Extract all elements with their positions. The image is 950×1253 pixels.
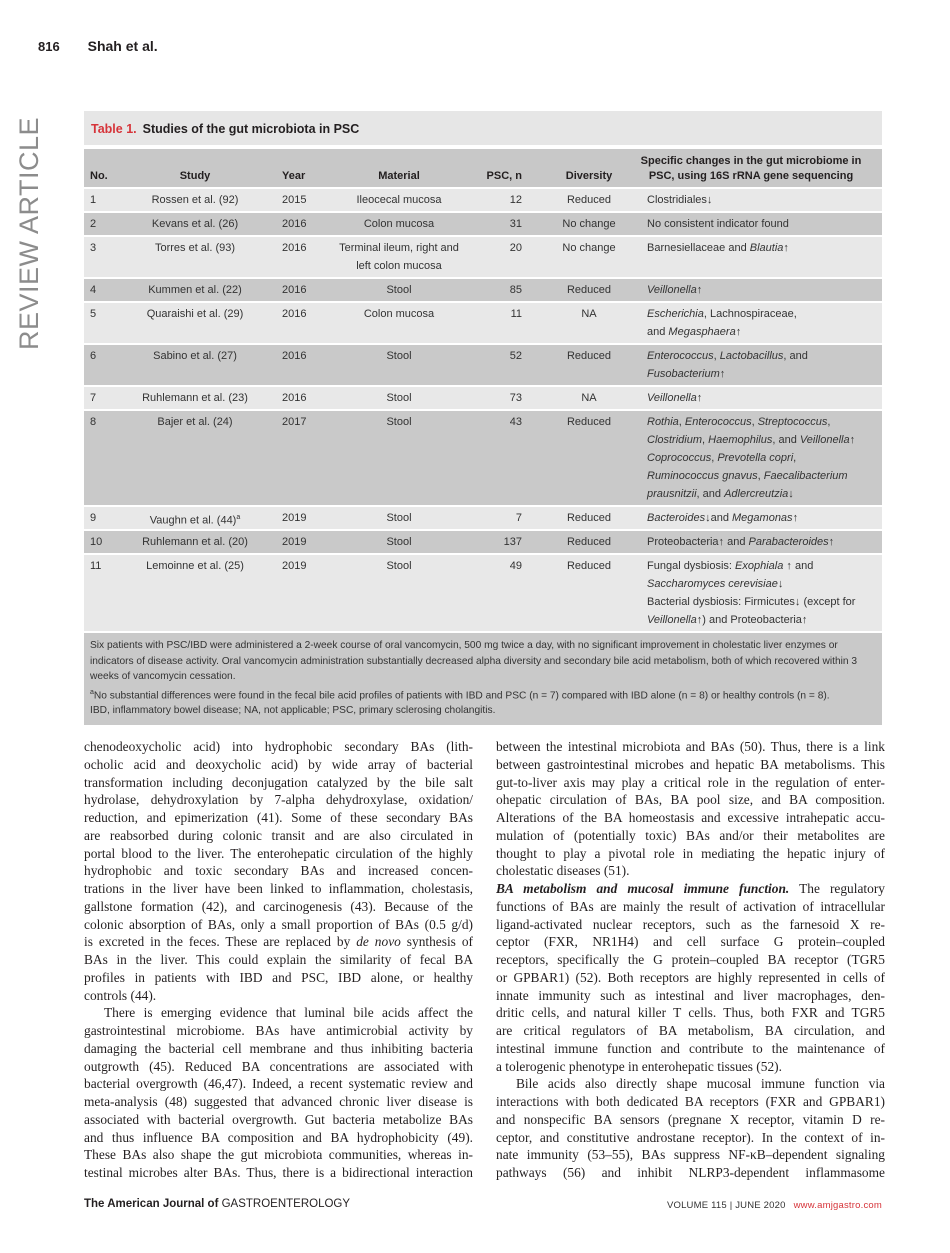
table-row [84, 345, 882, 387]
footnote-abbreviations: IBD, inflammatory bowel disease; NA, not applicable; PSC, primary sclerosing cholangitis. [90, 705, 496, 717]
footnote-marker: a [236, 514, 241, 521]
italic-term: Lactobacillus [719, 350, 784, 362]
cell-year: 2019 [282, 536, 307, 548]
body-text-line: hydrolase, dehydroxylation by 7-alpha dehydroxylase, oxidation/ [84, 792, 473, 808]
cell-study: Vaughn et al. $(44)^a$ [149, 514, 241, 527]
cell-material: Colon mucosa [363, 218, 435, 230]
body-text-line: receptors, specifically the G protein–coupled BA receptor (TGR5 [496, 952, 885, 967]
italic-term: Escherichia [647, 308, 704, 320]
italic-term: Streptococcus [757, 416, 828, 428]
table-header-row [84, 149, 882, 189]
italic-term: de novo [356, 934, 401, 950]
cell-psc-n: 73 [509, 392, 522, 404]
body-text-line: between the intestinal microbiota and BAs (50). Thus, there is a link [496, 739, 885, 754]
body-text-line: mulation of (potentially toxic) BAs and/or their metabolites are [496, 827, 885, 843]
body-text-line: gastrointestinal microbiome. BAs have antimicrobial activity by [84, 1023, 473, 1038]
header-changes-line: Specific changes in the gut microbiome in [640, 155, 862, 167]
body-text-line: and thus influence BA composition and BA hydrophobicity (49). [84, 1129, 473, 1145]
body-text-line: profiles in patients with IBD and PSC, IBD alone, or healthy [84, 969, 473, 985]
italic-term: Exophiala [735, 560, 784, 572]
running-authors: Shah et al. [87, 38, 158, 54]
cell-year: 2016 [282, 218, 307, 230]
subsection-heading: BA metabolism and mucosal immune function. [496, 881, 790, 896]
italic-term: Blautia [749, 242, 784, 254]
cell-no: 9 [90, 512, 97, 524]
italic-term: Adlercreutzia [724, 488, 789, 500]
body-text-line: hydrophobic and toxic secondary BAs and increased concen- [84, 863, 473, 879]
cell-diversity: Reduced [566, 194, 612, 206]
body-text-line: outgrowth (45). Reduced BA concentrations are associated with [84, 1058, 473, 1074]
italic-term: prausnitzii [647, 488, 697, 500]
cell-no: 3 [90, 242, 97, 254]
body-column-left [84, 738, 473, 1182]
issue-info: VOLUME 115 | JUNE 2020 [666, 1200, 786, 1211]
header-study: Study [179, 170, 211, 182]
journal-footer [84, 1198, 350, 1210]
cell-material: Stool [386, 416, 412, 428]
body-text-line: transformation including deconjugation catalyzed by the bile salt [84, 774, 473, 790]
cell-study: Ruhlemann et al. (20) [142, 536, 248, 548]
header-changes [624, 154, 878, 184]
italic-term: Coprococcus [647, 452, 712, 464]
body-text-line: pathways (56) and inhibit NLRP3-dependent inflammasome [496, 1165, 885, 1180]
body-text-line: intestinal immune function and contribute to the maintenance of [496, 1040, 885, 1056]
cell-material: Stool [386, 536, 412, 548]
cell-no: 5 [90, 308, 97, 320]
body-text-line: between gastrointestinal microbes and hepatic BA metabolisms. This [496, 756, 885, 772]
italic-term: Veillonella [647, 614, 697, 626]
table-footnotes [84, 633, 882, 725]
cell-diversity: No change [562, 242, 616, 254]
running-head [38, 38, 158, 54]
cell-year: 2019 [282, 560, 307, 572]
table-row [84, 411, 882, 507]
table-label: Table 1. [91, 122, 137, 136]
footnote-a [90, 685, 876, 704]
cell-no: 1 [90, 194, 97, 206]
cell-psc-n: 20 [509, 242, 522, 254]
body-text-line: associated with bacterial overgrowth. Gut bacteria metabolize BAs [84, 1111, 473, 1127]
cell-diversity: NA [581, 308, 597, 320]
body-text-line: colonic absorption of BAs, only a small proportion of BAs (0.5 g/d) [84, 916, 473, 932]
body-text-line: a tolerogenic phenotype in enterohepatic tissues (52). [496, 1058, 782, 1074]
cell-study: Kummen et al. (22) [148, 284, 242, 296]
cell-material: Terminal ileum, right and left colon mucosa [339, 242, 459, 272]
cell-year: 2016 [282, 350, 307, 362]
cell-material: Stool [386, 284, 412, 296]
body-text-line: gallstone formation (42), and carcinogenesis (43). Because of the [84, 898, 473, 914]
cell-study: Kevans et al. (26) [151, 218, 239, 230]
cell-material: Stool [386, 560, 412, 572]
body-text-line: ocholic acid and deoxycholic acid) by wide array of bacterial [84, 756, 473, 772]
header-year: Year [282, 170, 306, 182]
cell-changes: Clostridiales↓ [647, 194, 713, 206]
body-text-line: meta-analysis (48) suggested that advanced chronic liver disease is [84, 1094, 473, 1109]
body-text-line: dritic cells, and natural killer T cells. Thus, both FXR and TGR5 [496, 1005, 885, 1021]
section-side-label: REVIEW ARTICLE [14, 116, 44, 350]
cell-material: Ileocecal mucosa [356, 194, 442, 206]
cell-no: 6 [90, 350, 97, 362]
page-number: 816 [38, 39, 60, 54]
body-text-line: is excreted in the feces. These are replaced by de novo synthesis of [84, 934, 473, 950]
cell-material: Stool [386, 392, 412, 404]
cell-changes: Bacteroides↓and Megamonas↑ [647, 512, 799, 524]
italic-term: Megamonas [732, 512, 793, 524]
cell-study: Torres et al. (93) [154, 242, 236, 254]
cell-diversity: No change [562, 218, 616, 230]
body-text-line: or GPBAR1) (52). Both receptors are highly represented in cells of [496, 969, 885, 985]
body-text-line: thought to play a pivotal role in mediating the hepatic injury of [496, 845, 885, 861]
footnote-vancomycin: Six patients with PSC/IBD were administered a 2-week course of oral vancomycin, 500 mg twice a day, with no significant improvement in cholestatic liver enzymes or indicators of disease activity. Oral vancomycin administration substantially decreased alpha diversity and secondary bile acid metabolism, both of which recovered within 3 weeks of vancomycin cessation. [90, 640, 858, 682]
cell-changes: Veillonella↑ [647, 392, 703, 404]
header-material: Material [378, 170, 420, 182]
cell-material: Stool [386, 512, 412, 524]
body-text-line: and nonspecific BA sensors (pregnane X receptor, vitamin D re- [496, 1111, 885, 1127]
cell-diversity: Reduced [566, 512, 612, 524]
italic-term: Veillonella [647, 392, 697, 404]
body-text-line: ceptor, and constitutive androstane receptor). In the context of in- [496, 1129, 885, 1145]
body-text-line: controls (44). [84, 987, 157, 1003]
cell-year: 2016 [282, 242, 307, 254]
table-row [84, 189, 882, 213]
cell-diversity: Reduced [566, 560, 612, 572]
cell-changes: Escherichia, Lachnospiraceae, and Megasphaera↑ [647, 308, 797, 338]
body-text-line: are critical regulators of BA metabolism, BA circulation, and [496, 1023, 885, 1038]
cell-year: 2019 [282, 512, 307, 524]
body-text-line: ligand-activated nuclear receptors, such as the farnesoid X re- [496, 916, 885, 932]
italic-term: Veillonella [799, 434, 850, 446]
cell-year: 2017 [282, 416, 307, 428]
cell-material: Stool [386, 350, 412, 362]
cell-psc-n: 137 [503, 536, 522, 548]
cell-study: Quaraishi et al. (29) [146, 308, 244, 320]
cell-no: 8 [90, 416, 97, 428]
italic-term: Bacteroides [647, 512, 706, 524]
cell-no: 10 [90, 536, 103, 548]
cell-diversity: NA [581, 392, 597, 404]
cell-year: 2016 [282, 308, 307, 320]
italic-term: Prevotella copri [717, 452, 794, 464]
body-text-line: Bile acids also directly shape mucosal immune function via [516, 1076, 885, 1092]
italic-term: Clostridium [647, 434, 703, 446]
table-row [84, 531, 882, 555]
cell-year: 2015 [282, 194, 307, 206]
footnote-marker: a [90, 688, 94, 696]
italic-term: Rothia [647, 416, 679, 428]
italic-term: Parabacteroides [748, 536, 829, 548]
journal-url-link[interactable]: www.amjgastro.com [793, 1200, 882, 1211]
issue-footer [667, 1200, 882, 1211]
body-text-line: chenodeoxycholic acid) into hydrophobic secondary BAs (lith- [84, 739, 473, 754]
body-text-line: Alterations of the BA homeostasis and excessive intrahepatic accu- [496, 810, 885, 825]
table-title: Studies of the gut microbiota in PSC [142, 122, 360, 136]
cell-no: 2 [90, 218, 97, 230]
table-row [84, 555, 882, 633]
cell-changes: Fungal dysbiosis: Exophiala ↑ and Saccharomyces cerevisiae↓ Bacterial dysbiosis: Firmicutes↓ (except for Veillonella↑) and Proteobacteria↑ [647, 560, 856, 626]
cell-no: 11 [90, 560, 102, 572]
italic-term: Enterococcus [684, 416, 752, 428]
cell-psc-n: 43 [509, 416, 522, 428]
cell-psc-n: 11 [510, 308, 522, 320]
italic-term: Ruminococcus gnavus [647, 470, 758, 482]
body-text-line: trations in the liver have been linked to inflammation, cholestasis, [84, 881, 473, 896]
body-text-line: ceptor (FXR, NR1H4) and cell surface G protein–coupled [496, 934, 885, 950]
table-row [84, 507, 882, 531]
cell-psc-n: 49 [509, 560, 522, 572]
body-text-line: are reabsorbed during colonic transit and are also circulated in [84, 827, 473, 843]
cell-material: Colon mucosa [363, 308, 435, 320]
body-text-line: nate immunity (53–55), BAs suppress NF-κB–dependent signaling [496, 1147, 885, 1163]
body-text-line: BAs in the liver. This could explain the similarity of fecal BA [84, 952, 473, 967]
italic-term: Fusobacterium [647, 368, 720, 380]
body-text-line: interactions with both dedicated BA receptors (FXR and GPBAR1) [496, 1094, 885, 1109]
header-psc-n: PSC, n [486, 170, 522, 182]
table-row [84, 237, 882, 279]
body-text-line: BA metabolism and mucosal immune function. The regulatory [496, 881, 885, 896]
body-text-line: ohepatic circulation of BAs, BA pool size, and BA composition. [496, 792, 885, 808]
body-column-right [496, 738, 885, 1182]
table-body [84, 189, 882, 633]
italic-term: Enterococcus [647, 350, 714, 362]
body-text-line: gut-to-liver axis may play a critical role in the regulation of enter- [496, 774, 885, 790]
cell-diversity: Reduced [566, 350, 612, 362]
cell-psc-n: 85 [509, 284, 522, 296]
cell-study: Lemoinne et al. (25) [146, 560, 244, 572]
cell-changes: Rothia, Enterococcus, Streptococcus, Clostridium, Haemophilus, and Veillonella↑ Coprococcus, Prevotella copri, Ruminococcus gnavus, Faecalibacterium prausnitzii, and Adlercreutzia↓ [647, 416, 856, 500]
header-changes-line: PSC, using 16S rRNA gene sequencing [648, 170, 854, 182]
table-row [84, 279, 882, 303]
body-text-line: functions of BAs are mainly the result of activation of intracellular [496, 898, 885, 914]
cell-year: 2016 [282, 392, 307, 404]
cell-diversity: Reduced [566, 416, 612, 428]
cell-psc-n: 7 [515, 512, 522, 524]
body-text-line: bacterial overgrowth (46,47). Indeed, a recent systematic review and [84, 1076, 473, 1092]
table-1 [84, 111, 882, 725]
table-caption [84, 111, 882, 145]
journal-prefix: The American Journal of [84, 1198, 219, 1210]
cell-study: Rossen et al. (92) [151, 194, 239, 206]
italic-term: Haemophilus [708, 434, 773, 446]
italic-term: Faecalibacterium [763, 470, 848, 482]
footnote-a-text: No substantial differences were found in the fecal bile acid profiles of patients with IBD and PSC (n = 7) compared with IBD alone (n = 8) or healthy controls (n = 8). [93, 689, 830, 701]
cell-study: Ruhlemann et al. (23) [142, 392, 248, 404]
table-row [84, 213, 882, 237]
cell-changes: Proteobacteria↑ and Parabacteroides↑ [647, 536, 835, 548]
cell-diversity: Reduced [566, 284, 612, 296]
table-row [84, 387, 882, 411]
cell-changes: Veillonella↑ [647, 284, 703, 296]
body-text-line: innate immunity such as intestinal and liver macrophages, den- [496, 987, 885, 1003]
body-text-line: portal blood to the liver. The enterohepatic circulation of the highly [84, 845, 473, 861]
body-text-line: There is emerging evidence that luminal bile acids affect the [104, 1005, 473, 1021]
cell-psc-n: 52 [509, 350, 522, 362]
body-text-line: damaging the bacterial cell membrane and thus inhibiting bacteria [84, 1040, 473, 1056]
cell-psc-n: 12 [509, 194, 522, 206]
cell-study: Bajer et al. (24) [157, 416, 233, 428]
cell-changes: No consistent indicator found [647, 218, 789, 230]
header-no: No. [90, 170, 108, 182]
body-text-line: reduction, and epimerization (41). Some of these secondary BAs [84, 810, 473, 825]
body-text-line: testinal microbes alter BAs. Thus, there is a bidirectional interaction [84, 1165, 473, 1180]
italic-term: Megasphaera [668, 326, 736, 338]
body-text-line: cholestatic diseases (51). [496, 863, 630, 879]
body-text-line: These BAs also shape the gut microbiota communities, whereas in- [84, 1147, 473, 1163]
header-diversity: Diversity [565, 170, 613, 182]
cell-no: 7 [90, 392, 97, 404]
cell-no: 4 [90, 284, 97, 296]
cell-changes: Enterococcus, Lactobacillus, and Fusobacterium↑ [647, 350, 808, 380]
cell-diversity: Reduced [566, 536, 612, 548]
italic-term: Saccharomyces cerevisiae [647, 578, 778, 590]
cell-changes: Barnesiellaceae and Blautia↑ [647, 242, 789, 254]
cell-psc-n: 31 [509, 218, 522, 230]
cell-study: Sabino et al. (27) [153, 350, 237, 362]
italic-term: Veillonella [647, 284, 697, 296]
cell-year: 2016 [282, 284, 307, 296]
journal-name: GASTROENTEROLOGY [221, 1198, 351, 1210]
table-row [84, 303, 882, 345]
